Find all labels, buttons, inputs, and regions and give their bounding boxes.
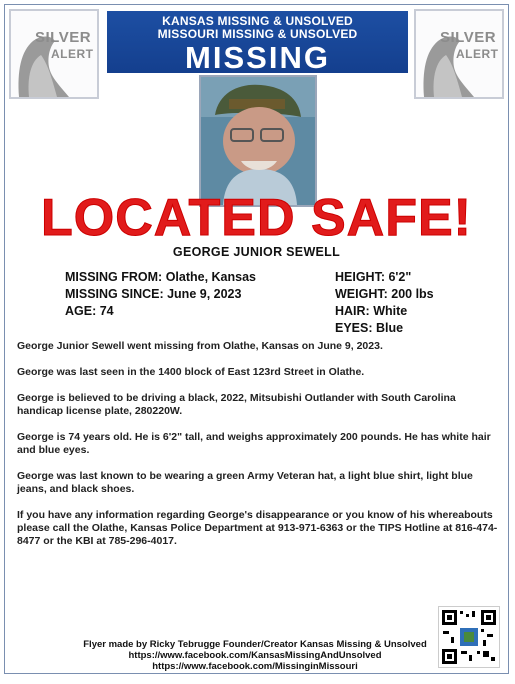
facts-right-column	[335, 269, 434, 337]
footer-credits	[65, 639, 445, 672]
paragraph-clothing: George was last known to be wearing a green Army Veteran hat, a light blue shirt, light blue jeans, and black shoes.	[17, 470, 473, 495]
paragraph-last-seen: George was last seen in the 1400 block of East 123rd Street in Olathe.	[17, 366, 365, 378]
footer-credit: Flyer made by Ricky Tebrugge Founder/Creator Kansas Missing & Unsolved	[83, 639, 427, 650]
fact-height: HEIGHT: 6'2"	[335, 270, 412, 284]
facts-left-column	[65, 269, 256, 320]
fact-age: AGE: 74	[65, 304, 114, 318]
silver-alert-badge-left	[9, 9, 99, 99]
header-banner	[107, 11, 408, 73]
fact-hair: HAIR: White	[335, 304, 408, 318]
qr-code[interactable]	[438, 606, 500, 668]
qr-code-icon	[439, 607, 499, 667]
paragraph-contact-info: If you have any information regarding George's disappearance or you know of his whereabouts please call the Olathe, Kansas Police Department at 913-971-6363 or the TIPS Hotline at 816-474-8477 or the KBI at 785-296-4017.	[17, 509, 498, 547]
footer-link-missouri[interactable]: https://www.facebook.com/MissinginMissouri	[152, 661, 358, 672]
badge-word-1: SILVER	[440, 29, 497, 46]
person-name: GEORGE JUNIOR SEWELL	[172, 245, 341, 259]
banner-title-missing: MISSING	[185, 40, 330, 75]
description-body	[17, 340, 499, 561]
fact-eyes: EYES: Blue	[335, 321, 404, 335]
footer-link-kansas[interactable]: https://www.facebook.com/KansasMissingAndUnsolved	[128, 650, 382, 661]
paragraph-went-missing: George Junior Sewell went missing from Olathe, Kansas on June 9, 2023.	[17, 340, 383, 352]
paragraph-vehicle: George is believed to be driving a black, 2022, Mitsubishi Outlander with South Carolina handicap license plate, 280220W.	[17, 392, 456, 417]
person-portrait-image	[201, 77, 315, 205]
badge-word-2: ALERT	[456, 47, 499, 61]
silver-alert-badge-right	[414, 9, 504, 99]
status-located-safe: LOCATED SAFE!	[41, 189, 472, 247]
fact-missing-since: MISSING SINCE: June 9, 2023	[65, 287, 242, 301]
banner-line-kansas: KANSAS MISSING & UNSOLVED	[162, 14, 353, 28]
fact-missing-from: MISSING FROM: Olathe, Kansas	[65, 270, 257, 284]
person-photo	[199, 75, 317, 207]
missing-poster	[4, 4, 509, 674]
fact-weight: WEIGHT: 200 lbs	[335, 287, 434, 301]
paragraph-description: George is 74 years old. He is 6'2" tall, and weighs approximately 200 pounds. He has white hair and blue eyes.	[17, 431, 491, 456]
badge-word-2: ALERT	[51, 47, 94, 61]
badge-word-1: SILVER	[35, 29, 92, 46]
banner-line-missouri: MISSOURI MISSING & UNSOLVED	[157, 27, 358, 41]
